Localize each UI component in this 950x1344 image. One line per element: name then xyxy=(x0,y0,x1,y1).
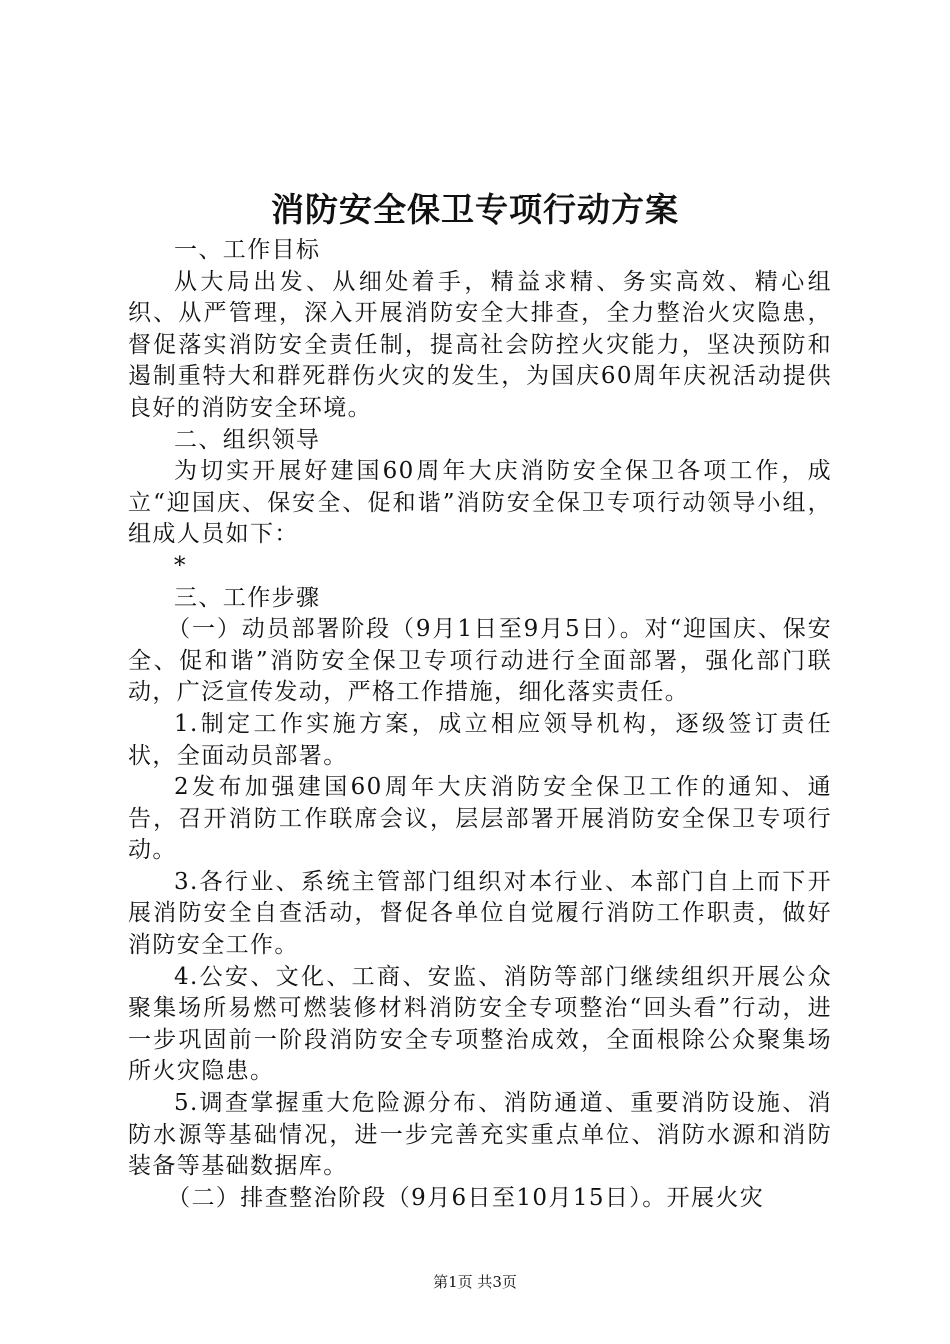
paragraph-step-1: 1.制定工作实施方案，成立相应领导机构，逐级签订责任状，全面动员部署。 xyxy=(128,710,832,769)
paragraph-stage-two: （二）排查整治阶段（9月6日至10月15日）。开展火灾 xyxy=(167,1184,765,1211)
paragraph-step-2: 2发布加强建国60周年大庆消防安全保卫工作的通知、通告，召开消防工作联席会议，层层部署开展消防安全保卫专项行动。 xyxy=(128,774,832,864)
section-heading-steps: 三、工作步骤 xyxy=(174,584,321,611)
document-body xyxy=(128,235,832,1214)
document-title: 消防安全保卫专项行动方案 xyxy=(271,190,679,229)
section-heading-goals: 一、工作目标 xyxy=(174,237,321,263)
paragraph-step-3: 3.各行业、系统主管部门组织对本行业、本部门自上而下开展消防安全自查活动，督促各单位自觉履行消防工作职责，做好消防安全工作。 xyxy=(128,868,832,959)
paragraph-stage-one: （一）动员部署阶段（9月1日至9月5日）。对“迎国庆、保安全、促和谐”消防安全保卫专项行动进行全面部署，强化部门联动，广泛宣传发动，严格工作措施，细化落实责任。 xyxy=(128,616,832,706)
paragraph-step-5: 5.调查掌握重大危险源分布、消防通道、重要消防设施、消防水源等基础情况，进一步完善充实重点单位、消防水源和消防装备等基础数据库。 xyxy=(128,1090,832,1180)
section-heading-leadership: 二、组织领导 xyxy=(174,426,321,453)
paragraph-members-placeholder: * xyxy=(174,552,187,579)
paragraph-goals: 从大局出发、从细处着手，精益求精、务实高效、精心组织、从严管理，深入开展消防安全大排查，全力整治火灾隐患，督促落实消防安全责任制，提高社会防控火灾能力，坚决预防和遏制重特大和群死群伤火灾的发生，为国庆60周年庆祝活动提供良好的消防安全环境。 xyxy=(128,268,832,421)
paragraph-leadership: 为切实开展好建国60周年大庆消防安全保卫各项工作，成立“迎国庆、保安全、促和谐”消防安全保卫专项行动领导小组，组成人员如下： xyxy=(128,458,832,548)
paragraph-step-4: 4.公安、文化、工商、安监、消防等部门继续组织开展公众聚集场所易燃可燃装修材料消防安全专项整治“回头看”行动，进一步巩固前一阶段消防安全专项整治成效，全面根除公众聚集场所火灾隐患。 xyxy=(128,963,832,1085)
page-footer: 第1页 共3页 xyxy=(433,1273,517,1291)
